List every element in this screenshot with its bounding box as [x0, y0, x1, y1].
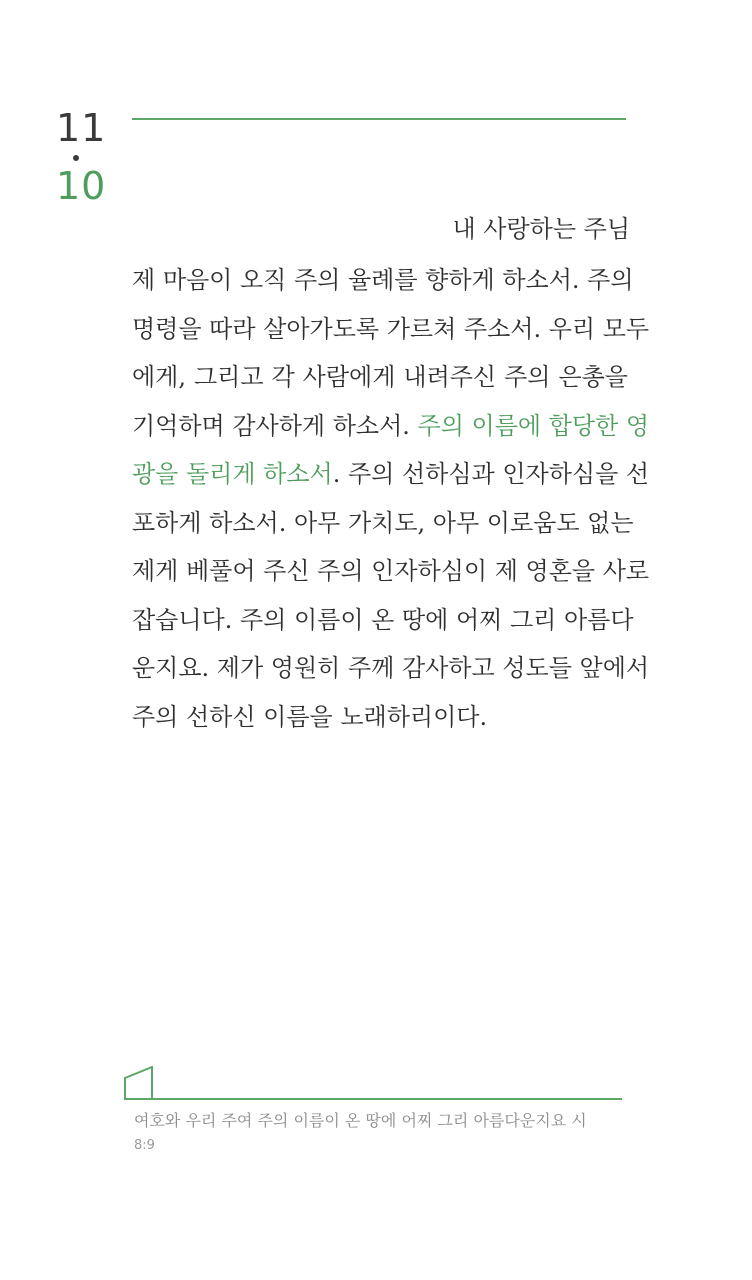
prayer-line: 잡습니다. 주의 이름이 온 땅에 어찌 그리 아름다: [132, 605, 634, 634]
top-divider: [132, 118, 626, 120]
prayer-line: 포하게 하소서. 아무 가치도, 아무 이로움도 없는: [132, 508, 634, 537]
prayer-line: 제 마음이 오직 주의 율례를 향하게 하소서. 주의: [132, 266, 634, 294]
prayer-text: [132, 256, 650, 741]
date-day: 10: [56, 164, 107, 208]
prayer-line: 기억하며 감사하게 하소서. 주의 이름에 합당한 영: [132, 411, 650, 440]
salutation: 내 사랑하는 주님: [452, 215, 630, 243]
prayer-line: 제게 베풀어 주신 주의 인자하심이 제 영혼을 사로: [132, 557, 650, 585]
highlighted-phrase: 주의 이름에 합당한 영: [417, 411, 650, 440]
prayer-line: 주의 선하신 이름을 노래하리이다.: [132, 702, 488, 731]
prayer-line: 광을 돌리게 하소서. 주의 선하심과 인자하심을 선: [132, 460, 650, 488]
prayer-line: 명령을 따라 살아가도록 가르쳐 주소서. 우리 모두: [132, 314, 650, 343]
footer-corner-ornament: [124, 1066, 154, 1100]
scripture-reference: 8:9: [134, 1138, 155, 1153]
date-month: 11: [56, 106, 107, 150]
prayer-line: 운지요. 제가 영원히 주께 감사하고 성도들 앞에서: [132, 654, 650, 682]
highlighted-phrase: 광을 돌리게 하소서: [132, 460, 333, 488]
footer-divider: [124, 1098, 622, 1100]
scripture-verse: 여호와 우리 주여 주의 이름이 온 땅에 어찌 그리 아름다운지요 시: [134, 1111, 587, 1130]
prayer-line: 에게, 그리고 각 사람에게 내려주신 주의 은총을: [132, 363, 628, 391]
date-separator-dot: [73, 155, 79, 161]
